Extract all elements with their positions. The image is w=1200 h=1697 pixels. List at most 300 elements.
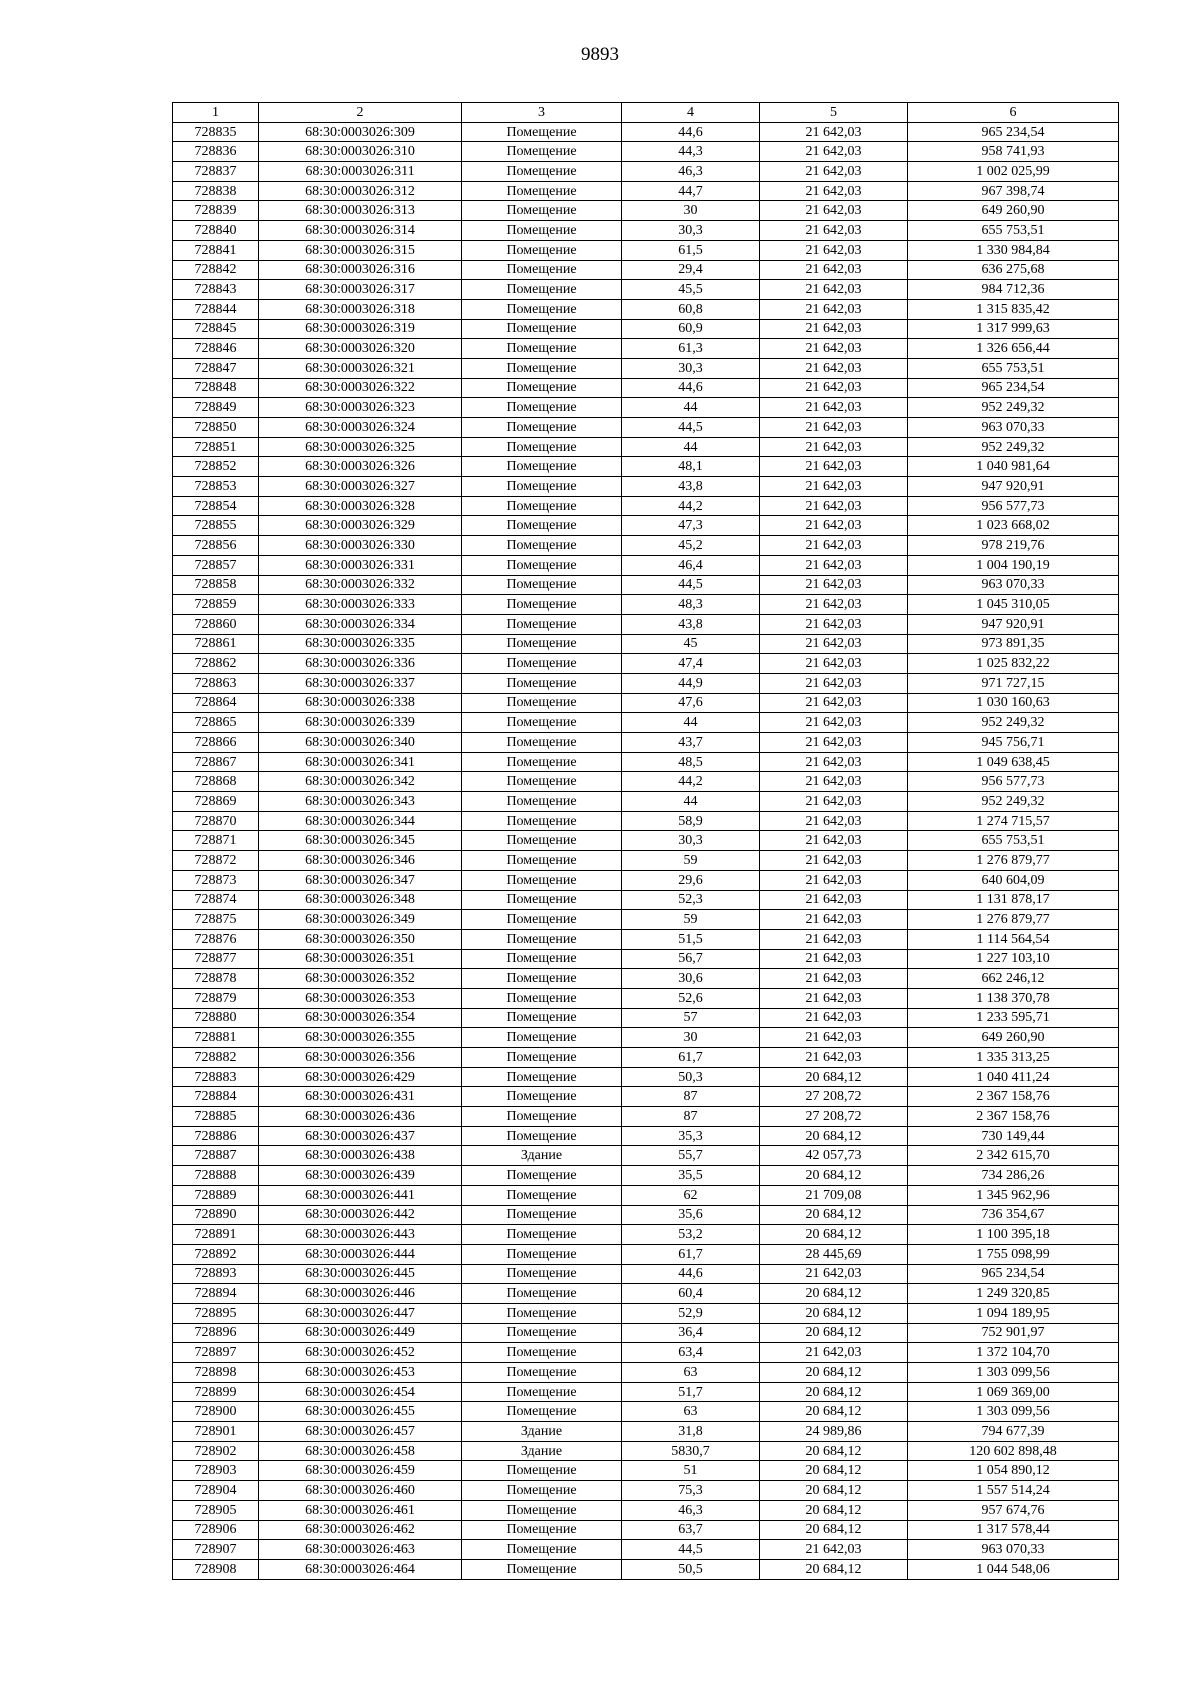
- specific-value-cell: 20 684,12: [760, 1225, 908, 1245]
- specific-value-cell: 20 684,12: [760, 1481, 908, 1501]
- row-number-cell: 728863: [173, 673, 259, 693]
- area-cell: 44: [622, 437, 760, 457]
- cadastral-number-cell: 68:30:0003026:443: [259, 1225, 462, 1245]
- cadastral-value-cell: 1 040 411,24: [908, 1067, 1119, 1087]
- area-cell: 58,9: [622, 811, 760, 831]
- row-number-cell: 728870: [173, 811, 259, 831]
- cadastral-number-cell: 68:30:0003026:345: [259, 831, 462, 851]
- table-row: [173, 831, 1119, 851]
- table-row: [173, 713, 1119, 733]
- cadastral-number-cell: 68:30:0003026:340: [259, 733, 462, 753]
- row-number-cell: 728885: [173, 1107, 259, 1127]
- area-cell: 44: [622, 792, 760, 812]
- row-number-cell: 728848: [173, 378, 259, 398]
- specific-value-cell: 21 642,03: [760, 201, 908, 221]
- object-type-cell: Помещение: [462, 536, 622, 556]
- table-row: [173, 378, 1119, 398]
- area-cell: 60,8: [622, 299, 760, 319]
- table-row: [173, 536, 1119, 556]
- cadastral-value-cell: 1 345 962,96: [908, 1185, 1119, 1205]
- specific-value-cell: 21 642,03: [760, 437, 908, 457]
- object-type-cell: Помещение: [462, 1205, 622, 1225]
- specific-value-cell: 21 642,03: [760, 988, 908, 1008]
- column-header-3: 3: [462, 103, 622, 123]
- area-cell: 60,4: [622, 1284, 760, 1304]
- specific-value-cell: 21 642,03: [760, 752, 908, 772]
- table-row: [173, 1559, 1119, 1579]
- specific-value-cell: 21 642,03: [760, 1343, 908, 1363]
- cadastral-number-cell: 68:30:0003026:351: [259, 949, 462, 969]
- cadastral-value-cell: 963 070,33: [908, 1540, 1119, 1560]
- cadastral-value-cell: 1 276 879,77: [908, 851, 1119, 871]
- table-row: [173, 1244, 1119, 1264]
- cadastral-value-cell: 963 070,33: [908, 575, 1119, 595]
- row-number-cell: 728866: [173, 733, 259, 753]
- cadastral-number-cell: 68:30:0003026:459: [259, 1461, 462, 1481]
- row-number-cell: 728884: [173, 1087, 259, 1107]
- area-cell: 63,4: [622, 1343, 760, 1363]
- area-cell: 87: [622, 1087, 760, 1107]
- cadastral-value-cell: 1 100 395,18: [908, 1225, 1119, 1245]
- table-row: [173, 929, 1119, 949]
- area-cell: 44,7: [622, 181, 760, 201]
- area-cell: 62: [622, 1185, 760, 1205]
- specific-value-cell: 27 208,72: [760, 1107, 908, 1127]
- area-cell: 56,7: [622, 949, 760, 969]
- row-number-cell: 728854: [173, 496, 259, 516]
- specific-value-cell: 20 684,12: [760, 1559, 908, 1579]
- object-type-cell: Помещение: [462, 1126, 622, 1146]
- area-cell: 30,6: [622, 969, 760, 989]
- row-number-cell: 728868: [173, 772, 259, 792]
- area-cell: 57: [622, 1008, 760, 1028]
- table-row: [173, 1028, 1119, 1048]
- cadastral-number-cell: 68:30:0003026:461: [259, 1500, 462, 1520]
- table-row: [173, 1422, 1119, 1442]
- cadastral-value-cell: 655 753,51: [908, 358, 1119, 378]
- object-type-cell: Помещение: [462, 122, 622, 142]
- area-cell: 51,5: [622, 929, 760, 949]
- cadastral-value-cell: 952 249,32: [908, 398, 1119, 418]
- area-cell: 55,7: [622, 1146, 760, 1166]
- cadastral-value-cell: 649 260,90: [908, 1028, 1119, 1048]
- specific-value-cell: 21 642,03: [760, 162, 908, 182]
- row-number-cell: 728904: [173, 1481, 259, 1501]
- object-type-cell: Помещение: [462, 1107, 622, 1127]
- object-type-cell: Помещение: [462, 949, 622, 969]
- area-cell: 46,3: [622, 162, 760, 182]
- cadastral-value-cell: 752 901,97: [908, 1323, 1119, 1343]
- cadastral-value-cell: 1 315 835,42: [908, 299, 1119, 319]
- object-type-cell: Помещение: [462, 1284, 622, 1304]
- cadastral-value-cell: 1 330 984,84: [908, 240, 1119, 260]
- area-cell: 29,4: [622, 260, 760, 280]
- table-row: [173, 280, 1119, 300]
- specific-value-cell: 20 684,12: [760, 1382, 908, 1402]
- object-type-cell: Помещение: [462, 713, 622, 733]
- table-row: [173, 1146, 1119, 1166]
- cadastral-number-cell: 68:30:0003026:431: [259, 1087, 462, 1107]
- area-cell: 50,3: [622, 1067, 760, 1087]
- object-type-cell: Помещение: [462, 457, 622, 477]
- cadastral-value-cell: 2 367 158,76: [908, 1107, 1119, 1127]
- object-type-cell: Помещение: [462, 240, 622, 260]
- row-number-cell: 728897: [173, 1343, 259, 1363]
- cadastral-number-cell: 68:30:0003026:337: [259, 673, 462, 693]
- specific-value-cell: 20 684,12: [760, 1520, 908, 1540]
- table-row: [173, 910, 1119, 930]
- specific-value-cell: 20 684,12: [760, 1126, 908, 1146]
- table-row: [173, 870, 1119, 890]
- specific-value-cell: 21 642,03: [760, 1264, 908, 1284]
- row-number-cell: 728847: [173, 358, 259, 378]
- cadastral-value-cell: 1 002 025,99: [908, 162, 1119, 182]
- cadastral-number-cell: 68:30:0003026:334: [259, 614, 462, 634]
- cadastral-number-cell: 68:30:0003026:319: [259, 319, 462, 339]
- cadastral-number-cell: 68:30:0003026:353: [259, 988, 462, 1008]
- area-cell: 60,9: [622, 319, 760, 339]
- cadastral-number-cell: 68:30:0003026:344: [259, 811, 462, 831]
- area-cell: 44,3: [622, 142, 760, 162]
- cadastral-value-cell: 958 741,93: [908, 142, 1119, 162]
- cadastral-number-cell: 68:30:0003026:441: [259, 1185, 462, 1205]
- specific-value-cell: 20 684,12: [760, 1303, 908, 1323]
- cadastral-number-cell: 68:30:0003026:321: [259, 358, 462, 378]
- area-cell: 35,6: [622, 1205, 760, 1225]
- area-cell: 51: [622, 1461, 760, 1481]
- area-cell: 46,3: [622, 1500, 760, 1520]
- row-number-cell: 728876: [173, 929, 259, 949]
- table-row: [173, 752, 1119, 772]
- table-row: [173, 477, 1119, 497]
- cadastral-value-cell: 952 249,32: [908, 437, 1119, 457]
- object-type-cell: Помещение: [462, 969, 622, 989]
- table-row: [173, 260, 1119, 280]
- object-type-cell: Помещение: [462, 358, 622, 378]
- table-row: [173, 1461, 1119, 1481]
- cadastral-number-cell: 68:30:0003026:312: [259, 181, 462, 201]
- row-number-cell: 728896: [173, 1323, 259, 1343]
- specific-value-cell: 21 642,03: [760, 240, 908, 260]
- specific-value-cell: 21 642,03: [760, 221, 908, 241]
- specific-value-cell: 20 684,12: [760, 1205, 908, 1225]
- area-cell: 30: [622, 1028, 760, 1048]
- area-cell: 87: [622, 1107, 760, 1127]
- row-number-cell: 728844: [173, 299, 259, 319]
- cadastral-number-cell: 68:30:0003026:335: [259, 634, 462, 654]
- row-number-cell: 728862: [173, 654, 259, 674]
- specific-value-cell: 21 642,03: [760, 811, 908, 831]
- cadastral-number-cell: 68:30:0003026:331: [259, 555, 462, 575]
- header-row: [173, 103, 1119, 123]
- row-number-cell: 728838: [173, 181, 259, 201]
- cadastral-value-cell: 1 557 514,24: [908, 1481, 1119, 1501]
- cadastral-value-cell: 1 054 890,12: [908, 1461, 1119, 1481]
- cadastral-number-cell: 68:30:0003026:322: [259, 378, 462, 398]
- table-row: [173, 673, 1119, 693]
- column-header-2: 2: [259, 103, 462, 123]
- cadastral-value-cell: 1 004 190,19: [908, 555, 1119, 575]
- cadastral-number-cell: 68:30:0003026:460: [259, 1481, 462, 1501]
- cadastral-value-cell: 655 753,51: [908, 831, 1119, 851]
- cadastral-value-cell: 736 354,67: [908, 1205, 1119, 1225]
- area-cell: 50,5: [622, 1559, 760, 1579]
- object-type-cell: Помещение: [462, 851, 622, 871]
- object-type-cell: Помещение: [462, 1461, 622, 1481]
- object-type-cell: Помещение: [462, 1343, 622, 1363]
- cadastral-number-cell: 68:30:0003026:316: [259, 260, 462, 280]
- specific-value-cell: 21 642,03: [760, 398, 908, 418]
- specific-value-cell: 21 642,03: [760, 654, 908, 674]
- object-type-cell: Помещение: [462, 201, 622, 221]
- cadastral-number-cell: 68:30:0003026:341: [259, 752, 462, 772]
- cadastral-value-cell: 1 044 548,06: [908, 1559, 1119, 1579]
- cadastral-number-cell: 68:30:0003026:338: [259, 693, 462, 713]
- object-type-cell: Помещение: [462, 418, 622, 438]
- cadastral-number-cell: 68:30:0003026:318: [259, 299, 462, 319]
- cadastral-number-cell: 68:30:0003026:326: [259, 457, 462, 477]
- cadastral-number-cell: 68:30:0003026:328: [259, 496, 462, 516]
- table-row: [173, 1225, 1119, 1245]
- specific-value-cell: 21 642,03: [760, 555, 908, 575]
- cadastral-number-cell: 68:30:0003026:453: [259, 1363, 462, 1383]
- row-number-cell: 728887: [173, 1146, 259, 1166]
- object-type-cell: Помещение: [462, 673, 622, 693]
- row-number-cell: 728891: [173, 1225, 259, 1245]
- object-type-cell: Помещение: [462, 1481, 622, 1501]
- area-cell: 29,6: [622, 870, 760, 890]
- object-type-cell: Помещение: [462, 1225, 622, 1245]
- specific-value-cell: 28 445,69: [760, 1244, 908, 1264]
- cadastral-number-cell: 68:30:0003026:463: [259, 1540, 462, 1560]
- area-cell: 48,5: [622, 752, 760, 772]
- table-row: [173, 339, 1119, 359]
- row-number-cell: 728837: [173, 162, 259, 182]
- table-row: [173, 614, 1119, 634]
- cadastral-number-cell: 68:30:0003026:343: [259, 792, 462, 812]
- object-type-cell: Помещение: [462, 1363, 622, 1383]
- column-header-6: 6: [908, 103, 1119, 123]
- cadastral-value-cell: 1 114 564,54: [908, 929, 1119, 949]
- cadastral-value-cell: 649 260,90: [908, 201, 1119, 221]
- table-row: [173, 516, 1119, 536]
- cadastral-number-cell: 68:30:0003026:444: [259, 1244, 462, 1264]
- area-cell: 44: [622, 398, 760, 418]
- row-number-cell: 728855: [173, 516, 259, 536]
- cadastral-value-cell: 947 920,91: [908, 477, 1119, 497]
- specific-value-cell: 21 642,03: [760, 358, 908, 378]
- cadastral-number-cell: 68:30:0003026:336: [259, 654, 462, 674]
- cadastral-value-cell: 1 303 099,56: [908, 1402, 1119, 1422]
- cadastral-value-cell: 730 149,44: [908, 1126, 1119, 1146]
- table-row: [173, 988, 1119, 1008]
- object-type-cell: Помещение: [462, 595, 622, 615]
- area-cell: 5830,7: [622, 1441, 760, 1461]
- specific-value-cell: 21 642,03: [760, 595, 908, 615]
- cadastral-number-cell: 68:30:0003026:464: [259, 1559, 462, 1579]
- cadastral-number-cell: 68:30:0003026:457: [259, 1422, 462, 1442]
- specific-value-cell: 21 642,03: [760, 693, 908, 713]
- object-type-cell: Помещение: [462, 929, 622, 949]
- object-type-cell: Помещение: [462, 496, 622, 516]
- table-row: [173, 733, 1119, 753]
- row-number-cell: 728886: [173, 1126, 259, 1146]
- table-row: [173, 1303, 1119, 1323]
- row-number-cell: 728849: [173, 398, 259, 418]
- object-type-cell: Помещение: [462, 693, 622, 713]
- cadastral-number-cell: 68:30:0003026:452: [259, 1343, 462, 1363]
- object-type-cell: Помещение: [462, 1185, 622, 1205]
- area-cell: 47,4: [622, 654, 760, 674]
- row-number-cell: 728853: [173, 477, 259, 497]
- row-number-cell: 728874: [173, 890, 259, 910]
- cadastral-number-cell: 68:30:0003026:447: [259, 1303, 462, 1323]
- cadastral-value-cell: 120 602 898,48: [908, 1441, 1119, 1461]
- row-number-cell: 728841: [173, 240, 259, 260]
- area-cell: 36,4: [622, 1323, 760, 1343]
- page-number: 9893: [581, 44, 619, 65]
- area-cell: 35,3: [622, 1126, 760, 1146]
- row-number-cell: 728895: [173, 1303, 259, 1323]
- row-number-cell: 728835: [173, 122, 259, 142]
- object-type-cell: Помещение: [462, 1244, 622, 1264]
- cadastral-number-cell: 68:30:0003026:329: [259, 516, 462, 536]
- row-number-cell: 728899: [173, 1382, 259, 1402]
- object-type-cell: Помещение: [462, 516, 622, 536]
- area-cell: 61,7: [622, 1048, 760, 1068]
- area-cell: 45: [622, 634, 760, 654]
- area-cell: 47,6: [622, 693, 760, 713]
- specific-value-cell: 20 684,12: [760, 1067, 908, 1087]
- cadastral-number-cell: 68:30:0003026:429: [259, 1067, 462, 1087]
- area-cell: 61,5: [622, 240, 760, 260]
- object-type-cell: Помещение: [462, 1008, 622, 1028]
- specific-value-cell: 20 684,12: [760, 1402, 908, 1422]
- table-row: [173, 181, 1119, 201]
- cadastral-value-cell: 1 303 099,56: [908, 1363, 1119, 1383]
- cadastral-number-cell: 68:30:0003026:320: [259, 339, 462, 359]
- cadastral-number-cell: 68:30:0003026:446: [259, 1284, 462, 1304]
- table-row: [173, 1166, 1119, 1186]
- cadastral-number-cell: 68:30:0003026:347: [259, 870, 462, 890]
- area-cell: 59: [622, 851, 760, 871]
- specific-value-cell: 21 642,03: [760, 299, 908, 319]
- area-cell: 44,5: [622, 418, 760, 438]
- area-cell: 45,2: [622, 536, 760, 556]
- area-cell: 44,5: [622, 1540, 760, 1560]
- area-cell: 44,6: [622, 1264, 760, 1284]
- cadastral-value-cell: 1 138 370,78: [908, 988, 1119, 1008]
- row-number-cell: 728873: [173, 870, 259, 890]
- specific-value-cell: 21 642,03: [760, 280, 908, 300]
- cadastral-number-cell: 68:30:0003026:324: [259, 418, 462, 438]
- table-row: [173, 1500, 1119, 1520]
- object-type-cell: Помещение: [462, 221, 622, 241]
- cadastral-value-cell: 967 398,74: [908, 181, 1119, 201]
- object-type-cell: Помещение: [462, 870, 622, 890]
- cadastral-number-cell: 68:30:0003026:349: [259, 910, 462, 930]
- table-row: [173, 1284, 1119, 1304]
- cadastral-value-cell: 734 286,26: [908, 1166, 1119, 1186]
- object-type-cell: Здание: [462, 1146, 622, 1166]
- table-row: [173, 1067, 1119, 1087]
- specific-value-cell: 21 642,03: [760, 929, 908, 949]
- specific-value-cell: 21 642,03: [760, 831, 908, 851]
- area-cell: 44,6: [622, 378, 760, 398]
- cadastral-number-cell: 68:30:0003026:462: [259, 1520, 462, 1540]
- cadastral-number-cell: 68:30:0003026:333: [259, 595, 462, 615]
- area-cell: 30,3: [622, 221, 760, 241]
- cadastral-value-cell: 662 246,12: [908, 969, 1119, 989]
- row-number-cell: 728861: [173, 634, 259, 654]
- object-type-cell: Помещение: [462, 181, 622, 201]
- object-type-cell: Помещение: [462, 260, 622, 280]
- specific-value-cell: 21 642,03: [760, 457, 908, 477]
- object-type-cell: Помещение: [462, 614, 622, 634]
- table-row: [173, 555, 1119, 575]
- object-type-cell: Помещение: [462, 1067, 622, 1087]
- cadastral-value-cell: 947 920,91: [908, 614, 1119, 634]
- cadastral-value-cell: 794 677,39: [908, 1422, 1119, 1442]
- area-cell: 30,3: [622, 358, 760, 378]
- row-number-cell: 728889: [173, 1185, 259, 1205]
- cadastral-number-cell: 68:30:0003026:454: [259, 1382, 462, 1402]
- cadastral-number-cell: 68:30:0003026:330: [259, 536, 462, 556]
- column-header-1: 1: [173, 103, 259, 123]
- specific-value-cell: 21 642,03: [760, 1008, 908, 1028]
- cadastral-value-cell: 1 317 578,44: [908, 1520, 1119, 1540]
- cadastral-value-cell: 1 049 638,45: [908, 752, 1119, 772]
- row-number-cell: 728901: [173, 1422, 259, 1442]
- object-type-cell: Помещение: [462, 437, 622, 457]
- object-type-cell: Помещение: [462, 1048, 622, 1068]
- row-number-cell: 728906: [173, 1520, 259, 1540]
- object-type-cell: Помещение: [462, 378, 622, 398]
- object-type-cell: Помещение: [462, 339, 622, 359]
- area-cell: 48,1: [622, 457, 760, 477]
- cadastral-value-cell: 2 367 158,76: [908, 1087, 1119, 1107]
- table-row: [173, 319, 1119, 339]
- cadastral-number-cell: 68:30:0003026:314: [259, 221, 462, 241]
- cadastral-number-cell: 68:30:0003026:439: [259, 1166, 462, 1186]
- cadastral-value-cell: 1 276 879,77: [908, 910, 1119, 930]
- cadastral-value-cell: 1 326 656,44: [908, 339, 1119, 359]
- row-number-cell: 728851: [173, 437, 259, 457]
- object-type-cell: Помещение: [462, 1520, 622, 1540]
- row-number-cell: 728857: [173, 555, 259, 575]
- row-number-cell: 728836: [173, 142, 259, 162]
- specific-value-cell: 21 642,03: [760, 634, 908, 654]
- row-number-cell: 728872: [173, 851, 259, 871]
- cadastral-value-cell: 1 227 103,10: [908, 949, 1119, 969]
- specific-value-cell: 20 684,12: [760, 1284, 908, 1304]
- row-number-cell: 728878: [173, 969, 259, 989]
- cadastral-value-cell: 978 219,76: [908, 536, 1119, 556]
- specific-value-cell: 24 989,86: [760, 1422, 908, 1442]
- specific-value-cell: 21 642,03: [760, 851, 908, 871]
- table-row: [173, 1520, 1119, 1540]
- table-row: [173, 201, 1119, 221]
- specific-value-cell: 21 642,03: [760, 733, 908, 753]
- table-row: [173, 1126, 1119, 1146]
- table-row: [173, 1087, 1119, 1107]
- row-number-cell: 728881: [173, 1028, 259, 1048]
- area-cell: 46,4: [622, 555, 760, 575]
- cadastral-number-cell: 68:30:0003026:342: [259, 772, 462, 792]
- row-number-cell: 728839: [173, 201, 259, 221]
- area-cell: 47,3: [622, 516, 760, 536]
- specific-value-cell: 21 642,03: [760, 516, 908, 536]
